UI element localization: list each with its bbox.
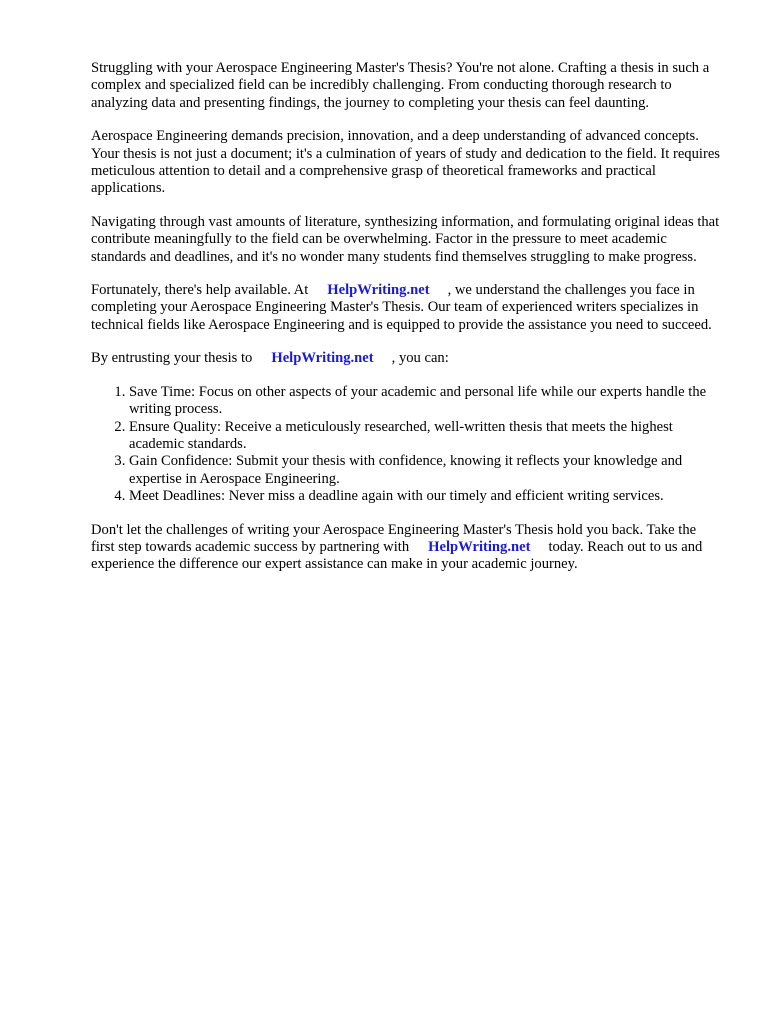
intro-paragraph: Struggling with your Aerospace Engineering Master's Thesis? You're not alone. Crafting a thesis in such a complex and specialized field can be incredibly challenging. From conducting thorough research to analyzing data and presenting findings, the journey to completing your thesis can feel daunting. [91, 60, 710, 111]
closing-paragraph-rest: today. Reach out to us and experience the difference our expert assistance can make in your academic journey. [91, 538, 703, 573]
help-paragraph [91, 282, 721, 334]
entrust-paragraph [91, 350, 721, 367]
helpwriting-link[interactable]: HelpWriting.net [428, 538, 531, 555]
document-body [91, 60, 721, 590]
challenges-paragraph: Navigating through vast amounts of literature, synthesizing information, and formulating original ideas that contribute meaningfully to the field can be overwhelming. Factor in the pressure to meet academic standards and deadlines, and it's no wonder many students find themselves struggling to make progress. [91, 213, 720, 265]
list-item: 4. Meet Deadlines: Never miss a deadline again with our timely and efficient writing services. [129, 488, 721, 505]
help-paragraph-lead: Fortunately, there's help available. At [91, 282, 309, 299]
field-paragraph: Aerospace Engineering demands precision, innovation, and a deep understanding of advanced concepts. Your thesis is not just a document; it's a culmination of years of study and dedication to the field. It requires meticulous attention to detail and a comprehensive grasp of theoretical frameworks and practical applications. [91, 128, 720, 197]
helpwriting-link[interactable]: HelpWriting.net [271, 350, 374, 367]
list-item: 2. Ensure Quality: Receive a meticulously researched, well-written thesis that meets the highest academic standards. [129, 419, 721, 454]
closing-paragraph [91, 522, 721, 574]
entrust-paragraph-rest: , you can: [391, 350, 449, 367]
helpwriting-link[interactable]: HelpWriting.net [327, 282, 430, 299]
closing-paragraph-lead: Don't let the challenges of writing your Aerospace Engineering Master's Thesis hold you back. Take the first step towards academic success by partnering with [91, 521, 697, 555]
list-item: 1. Save Time: Focus on other aspects of your academic and personal life while our experts handle the writing process. [129, 384, 721, 419]
help-paragraph-rest: , we understand the challenges you face in completing your Aerospace Engineering Master's Thesis. Our team of experienced writers specializes in technical fields like Aerospace Engineering and is equipped to provide the assistance you need to succeed. [91, 282, 712, 333]
list-item: 3. Gain Confidence: Submit your thesis with confidence, knowing it reflects your knowledge and expertise in Aerospace Engineering. [129, 453, 721, 488]
benefits-list [91, 384, 721, 506]
entrust-paragraph-lead: By entrusting your thesis to [91, 350, 253, 367]
